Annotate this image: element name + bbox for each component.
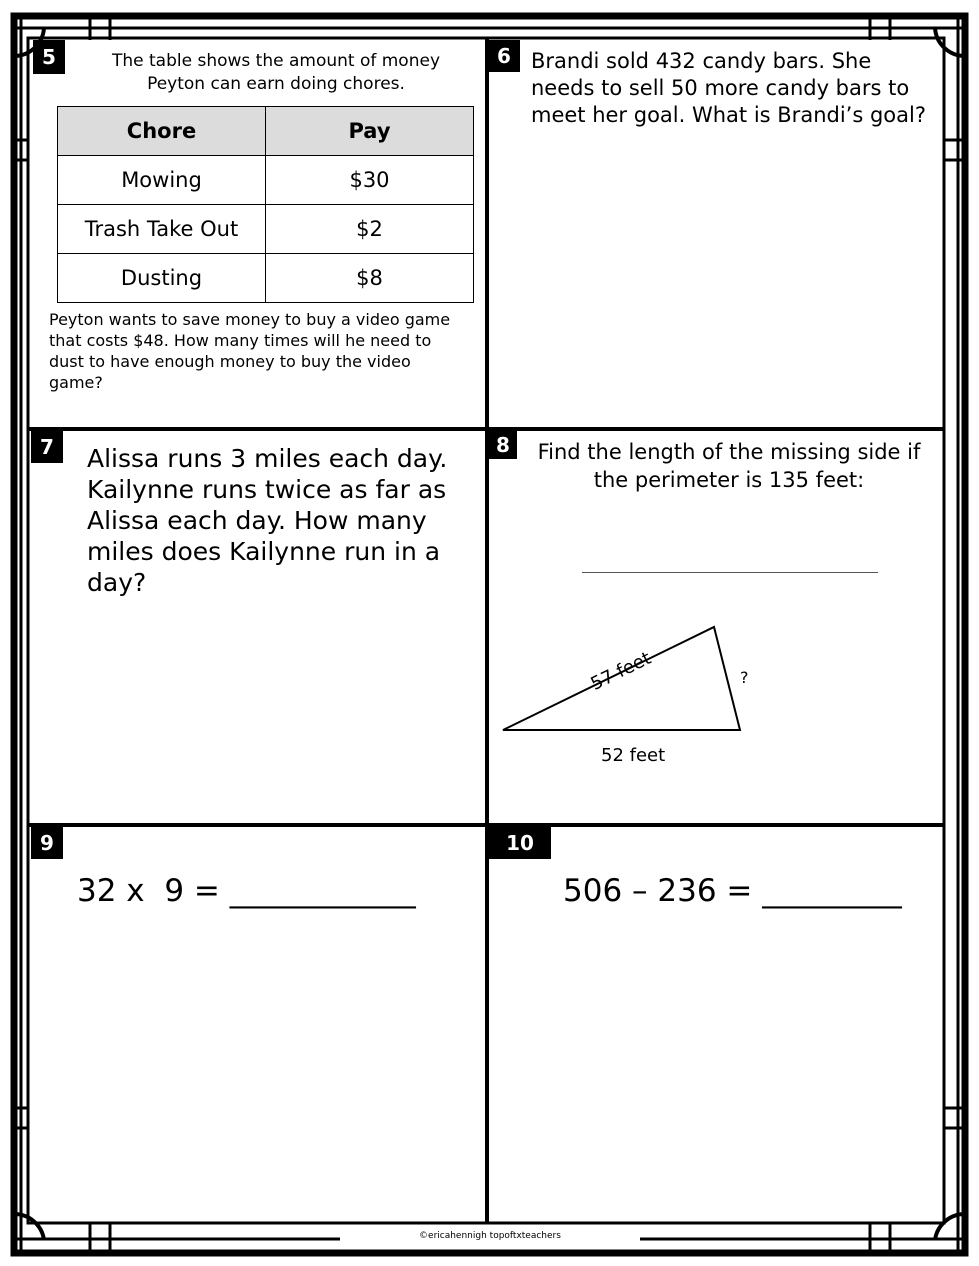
table-row bbox=[58, 156, 474, 205]
chores-table bbox=[57, 106, 474, 303]
problem-7-number: 7 bbox=[31, 431, 63, 463]
answer-line bbox=[582, 572, 878, 573]
table-cell: Mowing bbox=[58, 156, 266, 205]
side-c-label: ? bbox=[740, 668, 749, 687]
side-a-label: 57 feet bbox=[587, 647, 655, 695]
problem-6-number: 6 bbox=[488, 40, 520, 72]
footer-credit: ©ericahennigh topoftxteachers bbox=[340, 1231, 640, 1241]
chores-header-chore: Chore bbox=[58, 107, 266, 156]
table-row bbox=[58, 254, 474, 303]
problem-9-expression: 32 x 9 = ____________ bbox=[77, 873, 416, 909]
table-cell: $8 bbox=[266, 254, 474, 303]
side-b-label: 52 feet bbox=[601, 745, 666, 766]
table-row bbox=[58, 205, 474, 254]
problem-5-question: Peyton wants to save money to buy a video game that costs $48. How many times will he need to dust to have enough money to buy the video game? bbox=[49, 310, 451, 392]
problem-8-number: 8 bbox=[489, 431, 517, 459]
problem-9-number: 9 bbox=[31, 827, 63, 859]
problem-6-question: Brandi sold 432 candy bars. She needs to sell 50 more candy bars to meet her goal. What is Brandi’s goal? bbox=[531, 49, 926, 127]
problem-5-intro: The table shows the amount of money Peyton can earn doing chores. bbox=[111, 51, 441, 94]
chores-header-pay: Pay bbox=[266, 107, 474, 156]
table-cell: Trash Take Out bbox=[58, 205, 266, 254]
problem-8-question: Find the length of the missing side if the perimeter is 135 feet: bbox=[537, 440, 921, 492]
problem-5-number: 5 bbox=[33, 40, 65, 74]
table-cell: Dusting bbox=[58, 254, 266, 303]
problem-10-number: 10 bbox=[489, 827, 551, 859]
triangle-figure bbox=[495, 615, 775, 775]
table-cell: $2 bbox=[266, 205, 474, 254]
problem-10-expression: 506 – 236 = _________ bbox=[563, 873, 902, 909]
table-cell: $30 bbox=[266, 156, 474, 205]
problem-7-question: Alissa runs 3 miles each day. Kailynne runs twice as far as Alissa each day. How many miles does Kailynne run in a day? bbox=[87, 444, 448, 597]
